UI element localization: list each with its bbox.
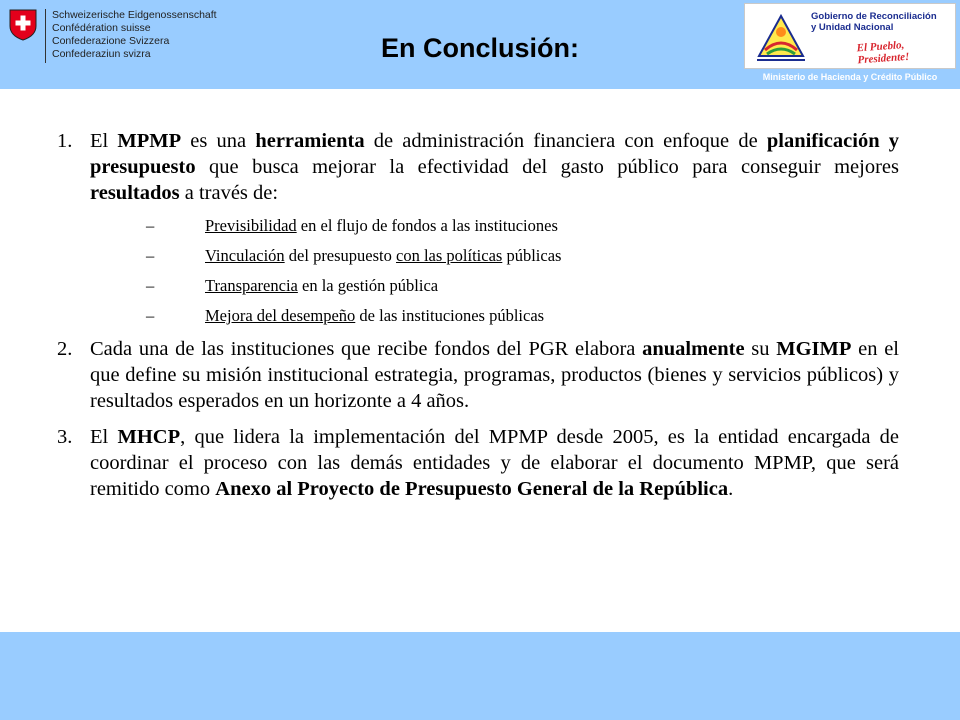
- sub-list-text: [205, 306, 899, 326]
- list-item-number: 2.: [57, 338, 73, 360]
- list-item-text: [90, 336, 899, 414]
- sub-list-item: [57, 246, 899, 266]
- list-item: [57, 336, 899, 414]
- sub-list-item: [57, 306, 899, 326]
- swiss-name-de: Schweizerische Eidgenossenschaft: [52, 9, 217, 21]
- sub-list-item: [57, 276, 899, 296]
- swiss-name-fr: Confédération suisse: [52, 22, 151, 34]
- text-run: en el flujo de fondos a las instituciones: [296, 216, 558, 235]
- swiss-name-it: Confederazione Svizzera: [52, 35, 170, 47]
- sub-list-dash: –: [146, 246, 155, 265]
- text-run: , que lidera la implementación del MPMP desde 2005, es la entidad encargada de coordinar el proceso con las demás entidades y de elaborar el documento MPMP, que será remitido como: [90, 426, 900, 500]
- list-item-number: 1.: [57, 130, 73, 152]
- underlined-term: Transparencia: [205, 276, 298, 295]
- text-run: que busca mejorar la efectividad del gasto público para conseguir mejores: [195, 156, 899, 178]
- text-run: de administración financiera con enfoque de: [364, 130, 767, 152]
- bold-term: resultados: [90, 182, 180, 204]
- swiss-name-rm: Confederaziun svizra: [52, 48, 151, 60]
- text-run: de las instituciones públicas: [355, 306, 545, 325]
- text-run: es una: [181, 130, 256, 152]
- underlined-term: Previsibilidad: [205, 216, 297, 235]
- bold-term: herramienta: [255, 130, 365, 152]
- text-run: a través de:: [179, 182, 279, 204]
- text-run: El: [90, 130, 118, 152]
- sub-list-text: [205, 216, 899, 236]
- text-run: públicas: [502, 246, 562, 265]
- text-run: en la gestión pública: [297, 276, 439, 295]
- sub-list-dash: –: [146, 306, 155, 325]
- list-item: [57, 128, 899, 206]
- slide-title: En Conclusión:: [381, 33, 579, 63]
- bold-term: anualmente: [642, 338, 745, 360]
- bold-term: MPMP: [117, 130, 182, 152]
- list-item-text: [90, 128, 899, 206]
- government-emblem-icon: [753, 8, 809, 64]
- footer-bar: [0, 632, 960, 720]
- list-item: [57, 424, 899, 502]
- underlined-term: Vinculación: [205, 246, 285, 265]
- bold-term: Anexo al Proyecto de Presupuesto General de la República: [215, 478, 729, 500]
- sub-list-item: [57, 216, 899, 236]
- text-run: en el que define su misión institucional estrategia, programas, productos (bienes y servicios públicos) y resultados esperados en un horizonte a 4 años.: [90, 338, 900, 412]
- sub-list-text: [205, 246, 899, 266]
- header-bar: [0, 0, 960, 89]
- list-item-number: 3.: [57, 426, 73, 448]
- government-logo: [744, 3, 956, 69]
- text-run: El: [90, 426, 118, 448]
- conclusion-list: [57, 128, 899, 502]
- text-run: Cada una de las instituciones que recibe fondos del PGR elabora: [90, 338, 643, 360]
- government-slogan: El Pueblo, Presidente!: [856, 39, 910, 67]
- underlined-term: con las políticas: [396, 246, 503, 265]
- sub-list-text: [205, 276, 899, 296]
- text-run: del presupuesto: [284, 246, 397, 265]
- text-run: su: [744, 338, 777, 360]
- ministry-label: Ministerio de Hacienda y Crédito Público: [762, 72, 938, 82]
- sub-list-dash: –: [146, 216, 155, 235]
- bold-term: planificación y presupuesto: [90, 130, 900, 178]
- bold-term: MHCP: [117, 426, 181, 448]
- government-name-line1: Gobierno de Reconciliación: [811, 11, 937, 22]
- bold-term: MGIMP: [776, 338, 852, 360]
- government-name-line2: y Unidad Nacional: [811, 22, 894, 33]
- list-item-text: [90, 424, 899, 502]
- text-run: .: [728, 478, 734, 500]
- underlined-term: Mejora del desempeño: [205, 306, 356, 325]
- government-name: [811, 11, 937, 33]
- sub-list-dash: –: [146, 276, 155, 295]
